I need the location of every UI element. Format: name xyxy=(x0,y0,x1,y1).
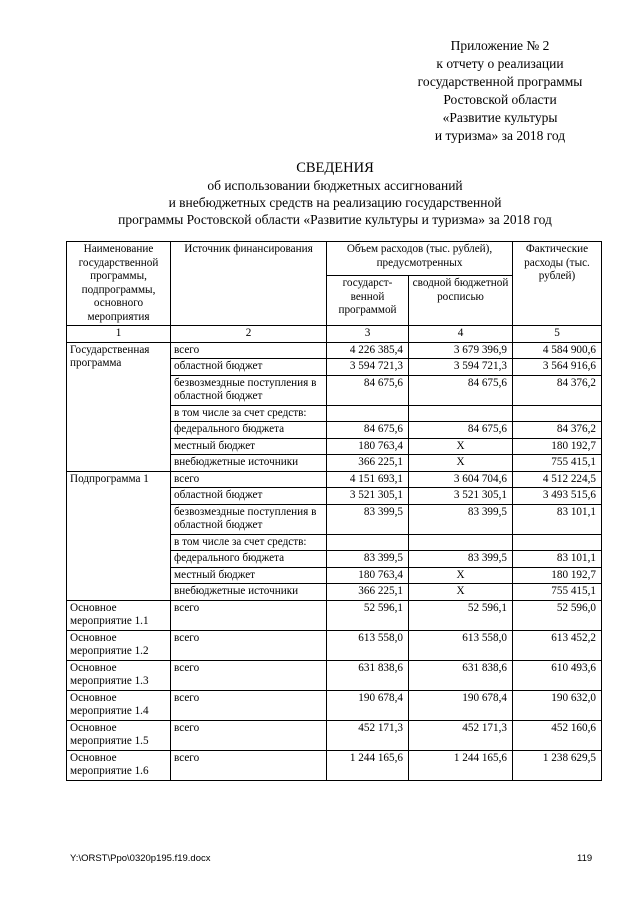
program-amount-cell: 631 838,6 xyxy=(327,660,409,690)
actual-amount-cell: 613 452,2 xyxy=(513,630,602,660)
table-row xyxy=(67,630,602,660)
program-amount-cell xyxy=(327,534,409,551)
source-cell: всего xyxy=(171,690,327,720)
actual-amount-cell: 3 493 515,6 xyxy=(513,488,602,505)
actual-amount-cell: 610 493,6 xyxy=(513,660,602,690)
actual-amount-cell: 190 632,0 xyxy=(513,690,602,720)
item-name-cell: Основное мероприятие 1.6 xyxy=(67,750,171,780)
source-cell: в том числе за счет средств: xyxy=(171,534,327,551)
program-amount-cell: 4 151 693,1 xyxy=(327,471,409,488)
appendix-block xyxy=(400,37,600,145)
actual-amount-cell: 755 415,1 xyxy=(513,584,602,601)
appendix-line: «Развитие культуры xyxy=(442,110,558,125)
header-planned: Объем расходов (тыс. рублей), предусмотренных xyxy=(327,242,513,276)
column-index: 5 xyxy=(513,326,602,343)
table-row xyxy=(67,690,602,720)
footer-file-path: Y:\ORST\Ppo\0320p195.f19.docx xyxy=(70,853,211,864)
expenditure-table xyxy=(66,241,602,781)
source-cell: безвозмездные поступления в областной бюджет xyxy=(171,504,327,534)
budget-amount-cell: 83 399,5 xyxy=(409,551,513,568)
item-name-cell: Основное мероприятие 1.3 xyxy=(67,660,171,690)
budget-amount-cell: 3 679 396,9 xyxy=(409,342,513,359)
header-name: Наименование государственной программы, подпрограммы, основного мероприятия xyxy=(67,242,171,326)
source-cell: всего xyxy=(171,600,327,630)
item-name-cell: Государственная программа xyxy=(67,342,171,471)
budget-amount-cell: 613 558,0 xyxy=(409,630,513,660)
source-cell: местный бюджет xyxy=(171,438,327,455)
source-cell: безвозмездные поступления в областной бюджет xyxy=(171,375,327,405)
table-body xyxy=(67,326,602,781)
budget-amount-cell: 3 521 305,1 xyxy=(409,488,513,505)
table-row xyxy=(67,471,602,488)
actual-amount-cell: 755 415,1 xyxy=(513,455,602,472)
footer-page-number: 119 xyxy=(577,853,593,864)
source-cell: в том числе за счет средств: xyxy=(171,405,327,422)
program-amount-cell: 52 596,1 xyxy=(327,600,409,630)
item-name-cell: Основное мероприятие 1.4 xyxy=(67,690,171,720)
program-amount-cell xyxy=(327,405,409,422)
source-cell: областной бюджет xyxy=(171,359,327,376)
program-amount-cell: 83 399,5 xyxy=(327,551,409,568)
table-row xyxy=(67,660,602,690)
source-cell: всего xyxy=(171,630,327,660)
source-cell: федерального бюджета xyxy=(171,422,327,439)
budget-amount-cell xyxy=(409,405,513,422)
actual-amount-cell: 3 564 916,6 xyxy=(513,359,602,376)
header-source: Источник финансирования xyxy=(171,242,327,326)
program-amount-cell: 190 678,4 xyxy=(327,690,409,720)
actual-amount-cell: 83 101,1 xyxy=(513,551,602,568)
column-index-row xyxy=(67,326,602,343)
actual-amount-cell: 180 192,7 xyxy=(513,567,602,584)
program-amount-cell: 84 675,6 xyxy=(327,375,409,405)
program-amount-cell: 83 399,5 xyxy=(327,504,409,534)
document-heading xyxy=(60,160,610,228)
document-title: СВЕДЕНИЯ xyxy=(296,160,374,176)
program-amount-cell: 613 558,0 xyxy=(327,630,409,660)
source-cell: всего xyxy=(171,342,327,359)
budget-amount-cell: 452 171,3 xyxy=(409,720,513,750)
source-cell: всего xyxy=(171,720,327,750)
budget-amount-cell: Х xyxy=(409,584,513,601)
program-amount-cell: 3 521 305,1 xyxy=(327,488,409,505)
document-subtitle-line: об использовании бюджетных ассигнований xyxy=(207,178,463,193)
source-cell: внебюджетные источники xyxy=(171,584,327,601)
budget-amount-cell: 3 604 704,6 xyxy=(409,471,513,488)
table-row xyxy=(67,720,602,750)
column-index: 3 xyxy=(327,326,409,343)
document-subtitle-line: и внебюджетных средств на реализацию государственной xyxy=(168,195,502,210)
program-amount-cell: 180 763,4 xyxy=(327,438,409,455)
program-amount-cell: 366 225,1 xyxy=(327,455,409,472)
item-name-cell: Основное мероприятие 1.1 xyxy=(67,600,171,630)
table-row xyxy=(67,600,602,630)
program-amount-cell: 4 226 385,4 xyxy=(327,342,409,359)
budget-amount-cell: 52 596,1 xyxy=(409,600,513,630)
budget-amount-cell xyxy=(409,534,513,551)
actual-amount-cell: 84 376,2 xyxy=(513,375,602,405)
program-amount-cell: 180 763,4 xyxy=(327,567,409,584)
document-subtitle-line: программы Ростовской области «Развитие культуры и туризма» за 2018 год xyxy=(118,212,552,227)
actual-amount-cell xyxy=(513,405,602,422)
source-cell: всего xyxy=(171,750,327,780)
header-actual: Фактические расходы (тыс. рублей) xyxy=(513,242,602,326)
source-cell: федерального бюджета xyxy=(171,551,327,568)
item-name-cell: Основное мероприятие 1.2 xyxy=(67,630,171,660)
actual-amount-cell: 452 160,6 xyxy=(513,720,602,750)
budget-amount-cell: 631 838,6 xyxy=(409,660,513,690)
header-planned-program: государст-венной программой xyxy=(327,276,409,326)
source-cell: всего xyxy=(171,660,327,690)
source-cell: всего xyxy=(171,471,327,488)
actual-amount-cell: 180 192,7 xyxy=(513,438,602,455)
source-cell: местный бюджет xyxy=(171,567,327,584)
budget-amount-cell: Х xyxy=(409,455,513,472)
actual-amount-cell: 4 512 224,5 xyxy=(513,471,602,488)
budget-amount-cell: 3 594 721,3 xyxy=(409,359,513,376)
appendix-line: к отчету о реализации xyxy=(436,56,564,71)
header-planned-budget: сводной бюджетной росписью xyxy=(409,276,513,326)
budget-amount-cell: 84 675,6 xyxy=(409,422,513,439)
actual-amount-cell: 1 238 629,5 xyxy=(513,750,602,780)
program-amount-cell: 1 244 165,6 xyxy=(327,750,409,780)
budget-amount-cell: 1 244 165,6 xyxy=(409,750,513,780)
actual-amount-cell: 83 101,1 xyxy=(513,504,602,534)
actual-amount-cell: 52 596,0 xyxy=(513,600,602,630)
item-name-cell: Основное мероприятие 1.5 xyxy=(67,720,171,750)
item-name-cell: Подпрограмма 1 xyxy=(67,471,171,600)
source-cell: областной бюджет xyxy=(171,488,327,505)
budget-amount-cell: Х xyxy=(409,438,513,455)
column-index: 1 xyxy=(67,326,171,343)
actual-amount-cell xyxy=(513,534,602,551)
actual-amount-cell: 84 376,2 xyxy=(513,422,602,439)
appendix-line: Ростовской области xyxy=(443,92,557,107)
column-index: 2 xyxy=(171,326,327,343)
column-index: 4 xyxy=(409,326,513,343)
source-cell: внебюджетные источники xyxy=(171,455,327,472)
budget-amount-cell: Х xyxy=(409,567,513,584)
budget-amount-cell: 190 678,4 xyxy=(409,690,513,720)
appendix-line: Приложение № 2 xyxy=(450,38,550,53)
actual-amount-cell: 4 584 900,6 xyxy=(513,342,602,359)
budget-amount-cell: 83 399,5 xyxy=(409,504,513,534)
program-amount-cell: 84 675,6 xyxy=(327,422,409,439)
appendix-line: государственной программы xyxy=(417,74,583,89)
appendix-line: и туризма» за 2018 год xyxy=(434,128,566,143)
program-amount-cell: 452 171,3 xyxy=(327,720,409,750)
program-amount-cell: 3 594 721,3 xyxy=(327,359,409,376)
table-row xyxy=(67,342,602,359)
table-row xyxy=(67,750,602,780)
program-amount-cell: 366 225,1 xyxy=(327,584,409,601)
budget-amount-cell: 84 675,6 xyxy=(409,375,513,405)
